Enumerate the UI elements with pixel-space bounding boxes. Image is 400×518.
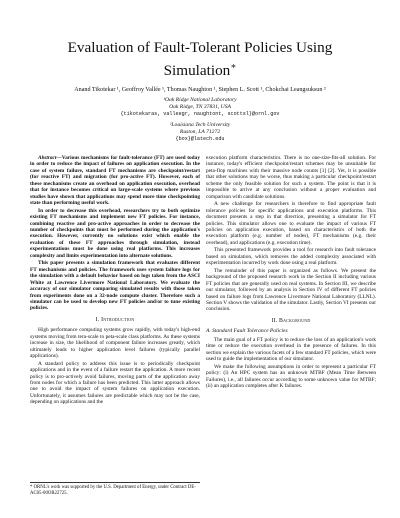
- funding-footnote: * ORNL's work was supported by the U.S. Department of Energy, under Contract DE-AC05-00OR22725.: [30, 482, 200, 497]
- author-list: Anand Tikotekar ¹, Geoffroy Vallée ¹, Thomas Naughton ¹, Stephen L. Scott ¹, Chokchai Leangsuksun ²: [74, 87, 326, 93]
- affiliation-ornl: [0, 97, 400, 119]
- title-line-1: Evaluation of Fault-Tolerant Policies Using: [67, 39, 333, 56]
- background-paragraph-1: The main goal of a FT policy is to reduce the loss of an application's work time or reduce the execution overhead in the presence of failures. In this section we explain the various facets of a few standard FT policies, which were used to guide the implementation of our simulator.: [206, 336, 376, 363]
- background-paragraph-2: We make the following assumptions in order to represent a particular FT policy: (i) An HPC system has an unknown MTBF (Mean Time Between Failures), i.e., all failures occur according to some unknown value for MTBF; (ii) an application completes after K failures.: [206, 363, 376, 389]
- section-background-heading: II. Background: [271, 317, 311, 324]
- affiliation-latech-name: ²Louisiana Tech University: [169, 122, 231, 128]
- affiliation-ornl-name: ¹Oak Ridge National Laboratory: [163, 97, 237, 103]
- abstract-label: Abstract—: [38, 155, 62, 161]
- abstract-paragraph-3: This paper presents a simulation framework that evaluates different FT mechanisms and policies. The framework uses system failure logs for the simulation with a default behavior based on logs taken from the ASCI White at Lawrence Livermore National Laboratory. We evaluate the accuracy of our simulator comparing simulated results with those taken from experiments done on a 32-node compute cluster. Therefore such a simulator can be used to develop new FT policies and/or to tune existing policies.: [30, 260, 200, 312]
- right-paragraph-2: This presented framework provides a tool for research into fault tolerance based on simulation, which removes the added complexity associated with experimentation incurred by work done using a real platform.: [206, 247, 376, 267]
- right-paragraph-1: A new challenge for researchers is therefore to find appropriate fault tolerance policies for specific applications and execution platforms. This document presents a step in that direction, presenting a simulator for FT policies. This simulator allows one to evaluate the impact of various FT policies on application execution, based on characteristics of both the execution platform (e.g. number of nodes), FT mechanisms (e.g. their overhead), and applications (e.g. execution time).: [206, 201, 376, 246]
- subsection-ft-policies-heading: A. Standard Fault Tolerance Policies: [206, 328, 288, 335]
- affiliation-ornl-emails: {tikotekaras, valleegr, naughtont, scottsl}@ornl.gov: [120, 111, 280, 118]
- title-line-2: Simulation: [163, 62, 231, 80]
- intro-paragraph-2: A standard policy to address this issue is to periodically checkpoint applications and in the event of a failure restart the application. A more recent policy is to pro-actively avoid failures, moving parts of the application away from nodes for which a failure has been predicted. This latter approach allows one to avoid the impact of system failures on application execution. Unfortunately, it assumes failures are predictable which may not be the case, depending on applications and the: [30, 360, 200, 406]
- abstract-paragraph-2: In order to decrease this overhead, researchers try to both optimize existing FT mechanisms and implement new FT policies. For instance, combining reactive and pro-active approaches in order to decrease the number of checkpoints that must be performed during the application's execution. However, currently no solutions exist which enable the evaluation of these FT approaches through simulation, instead experimentations must be done using real platforms. This increases complexity and limits experimentation into alternate solutions.: [30, 207, 200, 259]
- intro-paragraph-1: High performance computing systems grow rapidly, with today's high-end systems moving from tera-scale to peta-scale class platforms. As these systems increase in size, the likelihood of component failure increases greatly, which ultimately leads to higher application level failures (typically parallel applications).: [30, 327, 200, 360]
- abstract-paragraph-1: [30, 155, 200, 207]
- affiliation-latech-city: Ruston, LA 71272: [179, 129, 221, 136]
- right-paragraph-0: execution platform characteristics. There is no one-size-fits-all solution. For instance, today's efficient checkpoint/restart schemes may be unsuitable for peta-flop machines with their massive node counts [1] [2]. Yet, it is possible that other solutions may be worse, thus making a particular checkpoint/restart scheme the only feasible solution for such a system. The point is that it is impossible to arrive at any conclusion without a proper evaluation and comparison with candidate solutions.: [206, 155, 376, 200]
- abstract: [30, 155, 200, 312]
- abstract-text: Various mechanisms for fault-tolerance (FT) are used today in order to reduce the impact of failures on application execution. In the case of system failure, standard FT mechanisms are checkpoint/restart (for reactive FT) and migration (for pro-active FT). However, each of these mechanisms create an overhead on application execution, overhead that for instance becomes critical on large-scale systems where previous studies have shown that applications may spend more time checkpointing state than performing useful work.: [30, 155, 200, 207]
- affiliation-latech-emails: {box}@latech.edu: [175, 136, 225, 143]
- section-introduction-heading: I. Introduction: [95, 316, 135, 323]
- right-paragraph-3: The remainder of this paper is organized as follows. We present the background of the proposed research work in the Section II including various FT policies that are generally used on real systems. In Section III, we describe our simulator, followed by an analysis in Section IV of different FT policies based on failure logs from Lawrence Livermore National Laboratory (LLNL). Section V shows the validation of the simulator. Lastly, Section VI presents our conclusion.: [206, 267, 376, 313]
- affiliation-latech: [0, 122, 400, 144]
- paper-title: [0, 38, 400, 80]
- left-column: [30, 155, 200, 407]
- affiliation-ornl-city: Oak Ridge, TN 37831, USA: [169, 104, 231, 111]
- right-column: [206, 155, 376, 390]
- title-footnote-mark: ∗: [230, 61, 237, 71]
